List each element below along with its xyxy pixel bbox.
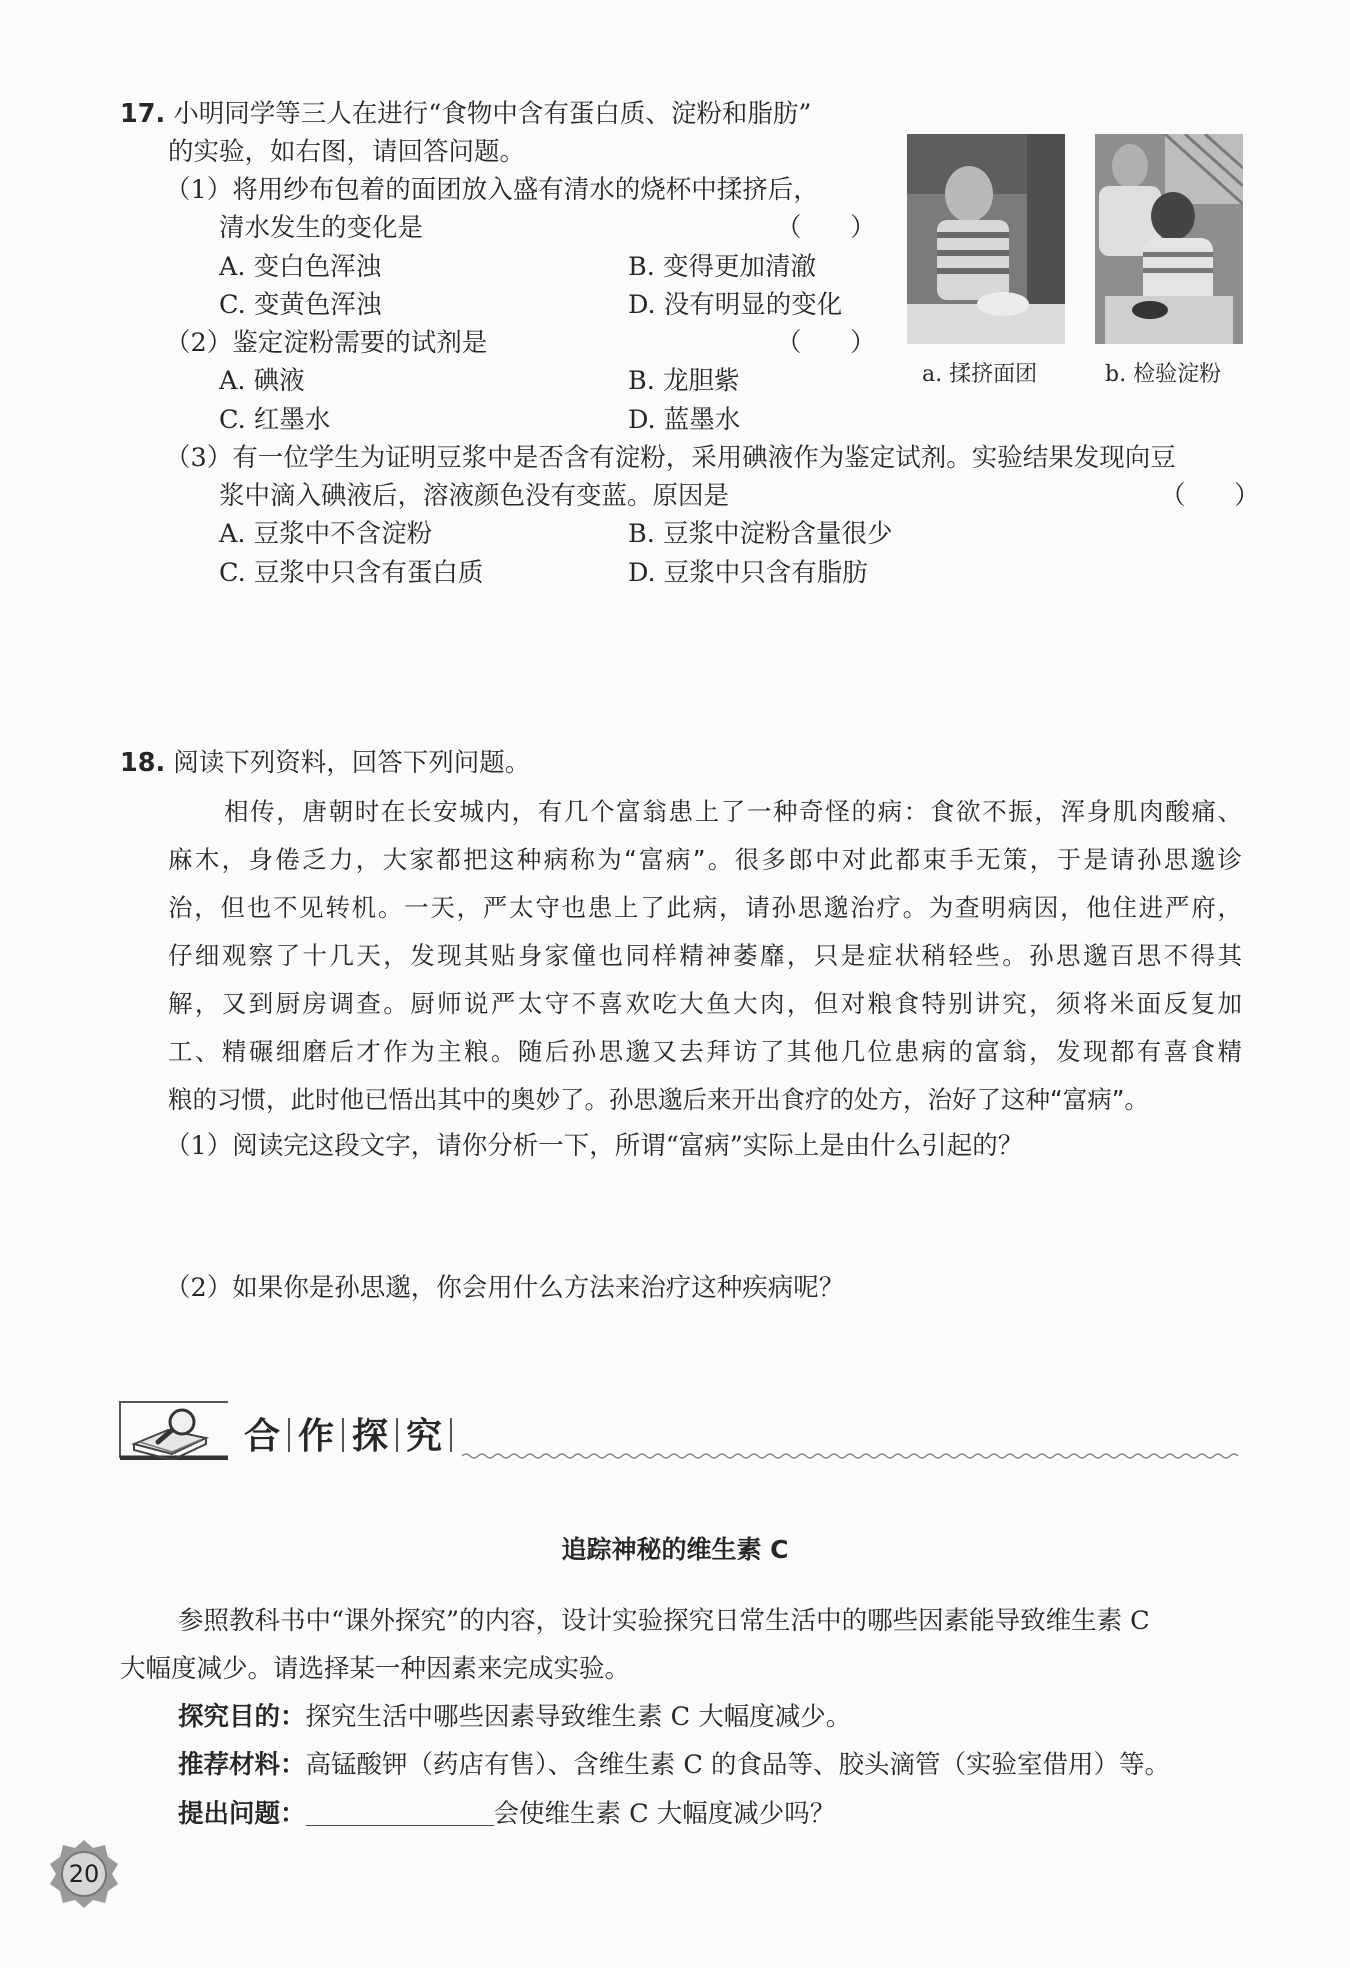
passage-line: 治，但也不见转机。一天，严太守也患上了此病，请孙思邈治疗。为查明病因，他住进严府，: [168, 893, 1242, 922]
page-number: 20: [68, 1860, 100, 1888]
q18-sub1: （1）阅读完这段文字，请你分析一下，所谓“富病”实际上是由什么引起的？: [165, 1131, 1024, 1161]
q17-sub1-answer-paren[interactable]: （ ）: [776, 213, 876, 243]
section-wavy-divider: [462, 1446, 1242, 1456]
caption-a: a. 揉挤面团: [922, 362, 1038, 387]
q17-stem-line1: [120, 96, 811, 132]
q17-sub1-option-c: C. 变黄色浑浊: [219, 290, 382, 320]
section-char: 究: [406, 1416, 451, 1457]
q17-sub1-line2: 清水发生的变化是: [219, 213, 424, 243]
question-blank[interactable]: [306, 1795, 494, 1826]
q18-sub2: （2）如果你是孙思邈，你会用什么方法来治疗这种疾病呢？: [165, 1273, 845, 1303]
q18-number: 18.: [120, 748, 166, 778]
section-char: 作: [298, 1416, 343, 1457]
q17-sub2-option-b: B. 龙胆紫: [628, 366, 740, 396]
q17-sub2-answer-paren[interactable]: （ ）: [776, 328, 876, 358]
q17-sub3-option-c: C. 豆浆中只含有蛋白质: [219, 558, 484, 588]
q17-sub3-line1: （3）有一位学生为证明豆浆中是否含有淀粉，采用碘液作为鉴定试剂。实验结果发现向豆: [165, 443, 1176, 473]
q17-sub2-line1: （2）鉴定淀粉需要的试剂是: [165, 328, 488, 358]
q17-sub3-option-b: B. 豆浆中淀粉含量很少: [628, 519, 893, 549]
q18-stem-text: 阅读下列资料，回答下列问题。: [173, 748, 531, 778]
inquiry-intro-line1: 参照教科书中“课外探究”的内容，设计实验探究日常生活中的哪些因素能导致维生素 C: [178, 1606, 1150, 1636]
inquiry-question: [178, 1795, 835, 1832]
question-text: 会使维生素 C 大幅度减少吗？: [493, 1799, 836, 1829]
q17-sub2-option-a: A. 碘液: [219, 366, 305, 396]
section-char: 合: [244, 1416, 289, 1457]
q17-sub3-option-a: A. 豆浆中不含淀粉: [219, 519, 433, 549]
photo-testing-starch: [1095, 134, 1243, 344]
materials-text: 高锰酸钾（药店有售）、含维生素 C 的食品等、胶头滴管（实验室借用）等。: [305, 1750, 1170, 1780]
photo-kneading-dough: [907, 134, 1065, 344]
caption-b: b. 检验淀粉: [1105, 362, 1222, 387]
passage-line: 解，又到厨房调查。厨师说严太守不喜欢吃大鱼大肉，但对粮食特别讲究，须将米面反复加: [168, 989, 1242, 1018]
inquiry-materials: [178, 1747, 1170, 1783]
q17-sub1-option-b: B. 变得更加清澈: [628, 252, 816, 282]
q18-stem: [120, 745, 530, 781]
passage-line: 工、精碾细磨后才作为主粮。随后孙思邈又去拜访了其他几位患病的富翁，发现都有喜食精: [168, 1037, 1242, 1066]
q17-number: 17.: [120, 99, 166, 129]
q17-sub3-option-d: D. 豆浆中只含有脂肪: [628, 558, 868, 588]
q18-passage: [168, 788, 1242, 1124]
section-title: [244, 1408, 452, 1459]
q17-sub1-option-d: D. 没有明显的变化: [628, 290, 843, 320]
passage-line: 相传，唐朝时在长安城内，有几个富翁患上了一种奇怪的病：食欲不振，浑身肌肉酸痛、: [224, 797, 1242, 826]
purpose-label: 探究目的：: [178, 1702, 306, 1732]
book-magnifier-icon: [128, 1404, 218, 1460]
q17-sub1-option-a: A. 变白色浑浊: [219, 252, 382, 282]
purpose-text: 探究生活中哪些因素导致维生素 C 大幅度减少。: [305, 1702, 852, 1732]
section-char: 探: [352, 1416, 397, 1457]
inquiry-intro-line2: 大幅度减少。请选择某一种因素来完成实验。: [120, 1654, 631, 1684]
q17-stem-text: 小明同学等三人在进行“食物中含有蛋白质、淀粉和脂肪”: [173, 99, 812, 129]
inquiry-purpose: [178, 1699, 851, 1735]
materials-label: 推荐材料：: [178, 1750, 306, 1780]
q17-stem-line2: 的实验，如右图，请回答问题。: [168, 137, 526, 167]
passage-line: 粮的习惯，此时他已悟出其中的奥妙了。孙思邈后来开出食疗的处方，治好了这种“富病”。: [168, 1085, 1149, 1114]
question-label: 提出问题：: [178, 1799, 306, 1829]
passage-line: 麻木，身倦乏力，大家都把这种病称为“富病”。很多郎中对此都束手无策，于是请孙思邈诊: [168, 845, 1242, 874]
q17-sub3-line2: 浆中滴入碘液后，溶液颜色没有变蓝。原因是: [219, 481, 730, 511]
passage-line: 仔细观察了十几天，发现其贴身家僮也同样精神萎靡，只是症状稍轻些。孙思邈百思不得其: [168, 941, 1242, 970]
q17-sub1-line1: （1）将用纱布包着的面团放入盛有清水的烧杯中揉挤后，: [165, 175, 819, 205]
q17-sub2-option-d: D. 蓝墨水: [628, 405, 741, 435]
q17-sub3-answer-paren[interactable]: （ ）: [1160, 481, 1260, 511]
page-number-badge: [48, 1838, 120, 1910]
q17-sub2-option-c: C. 红墨水: [219, 405, 331, 435]
inquiry-title: 追踪神秘的维生素 C: [561, 1535, 789, 1564]
